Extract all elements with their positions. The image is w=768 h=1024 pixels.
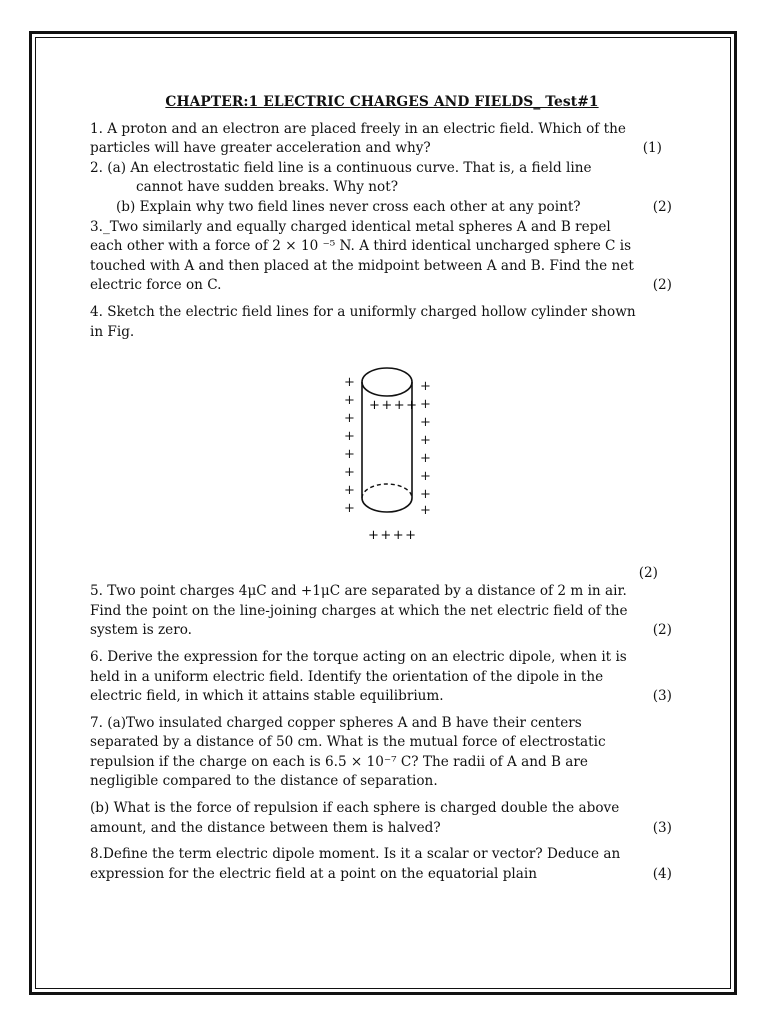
- question-text: held in a uniform electric field. Identify the orientation of the dipole in the: [90, 668, 604, 685]
- plus-sign: +: [344, 465, 355, 481]
- cylinder-top-ellipse: [362, 368, 412, 396]
- question-text: expression for the electric field at a point on the equatorial plain: [90, 865, 537, 882]
- cylinder-figure-area: [90, 342, 674, 582]
- question-6: [90, 648, 674, 707]
- marks-label: (2): [652, 622, 672, 639]
- question-text: 5. Two point charges 4μC and +1μC are separated by a distance of 2 m in air.: [90, 583, 627, 600]
- question-7: [90, 714, 674, 839]
- question-text: separated by a distance of 50 cm. What is the mutual force of electrostatic: [90, 734, 606, 751]
- bottom-charges-label: ++++: [368, 528, 418, 543]
- plus-sign: +: [420, 397, 431, 413]
- test-paper: [90, 93, 674, 884]
- page-title: CHAPTER:1 ELECTRIC CHARGES AND FIELDS_ Test#1: [165, 94, 599, 110]
- plus-sign: +: [420, 415, 431, 431]
- marks-label: (2): [638, 565, 658, 582]
- question-2: [90, 159, 674, 218]
- marks-label: (2): [652, 198, 672, 215]
- question-text: 7. (a)Two insulated charged copper spheres A and B have their centers: [90, 714, 582, 731]
- plus-sign: +: [420, 469, 431, 485]
- question-8: [90, 845, 674, 884]
- question-text: 4. Sketch the electric field lines for a uniformly charged hollow cylinder shown: [90, 303, 636, 320]
- question-text: Find the point on the line-joining charges at which the net electric field of the: [90, 602, 628, 619]
- cylinder-bottom-front: [362, 498, 412, 512]
- question-text: 2. (a) An electrostatic field line is a continuous curve. That is, a field line: [90, 159, 592, 176]
- marks-label: (3): [652, 819, 672, 836]
- marks-label: (2): [652, 277, 672, 294]
- plus-sign: +: [420, 503, 431, 519]
- plus-sign: +: [420, 451, 431, 467]
- plus-sign: +: [344, 375, 355, 391]
- question-text: electric field, in which it attains stable equilibrium.: [90, 688, 444, 705]
- plus-sign: +: [344, 429, 355, 445]
- question-text: amount, and the distance between them is halved?: [90, 819, 441, 836]
- question-text: particles will have greater acceleration and why?: [90, 140, 431, 157]
- question-text: each other with a force of 2 × 10 ⁻⁵ N. A third identical uncharged sphere C is: [90, 238, 632, 255]
- cylinder-bottom-back: [362, 484, 412, 498]
- question-4: [90, 303, 674, 582]
- question-text: 8.Define the term electric dipole moment. Is it a scalar or vector? Deduce an: [90, 846, 621, 863]
- question-text: negligible compared to the distance of separation.: [90, 773, 438, 790]
- question-text: repulsion if the charge on each is 6.5 × 10⁻⁷ C? The radii of A and B are: [90, 753, 588, 770]
- question-text: touched with A and then placed at the midpoint between A and B. Find the net: [90, 257, 634, 274]
- question-1: [90, 120, 674, 159]
- plus-sign: +: [420, 379, 431, 395]
- plus-sign: +: [344, 447, 355, 463]
- marks-label: (4): [652, 865, 672, 882]
- top-charges-label: ++++: [369, 398, 419, 414]
- question-text: cannot have sudden breaks. Why not?: [136, 179, 398, 196]
- question-text: 1. A proton and an electron are placed freely in an electric field. Which of the: [90, 120, 626, 137]
- question-5: [90, 582, 674, 641]
- question-text: (b) What is the force of repulsion if each sphere is charged double the above: [90, 800, 620, 817]
- plus-sign: +: [344, 483, 355, 499]
- plus-sign: +: [344, 501, 355, 517]
- plus-sign: +: [344, 411, 355, 427]
- charged-cylinder-figure: [335, 362, 445, 542]
- question-text: electric force on C.: [90, 277, 222, 294]
- question-text: system is zero.: [90, 622, 192, 639]
- left-charges: [344, 375, 355, 516]
- question-text: (b) Explain why two field lines never cross each other at any point?: [116, 198, 581, 215]
- question-text: 3._Two similarly and equally charged identical metal spheres A and B repel: [90, 218, 611, 235]
- question-text: in Fig.: [90, 323, 135, 340]
- marks-label: (3): [652, 688, 672, 705]
- plus-sign: +: [344, 393, 355, 409]
- right-charges: [420, 379, 431, 518]
- marks-label: (1): [642, 140, 662, 157]
- question-3: [90, 218, 674, 296]
- plus-sign: +: [420, 433, 431, 449]
- plus-sign: +: [420, 487, 431, 503]
- question-text: 6. Derive the expression for the torque acting on an electric dipole, when it is: [90, 648, 627, 665]
